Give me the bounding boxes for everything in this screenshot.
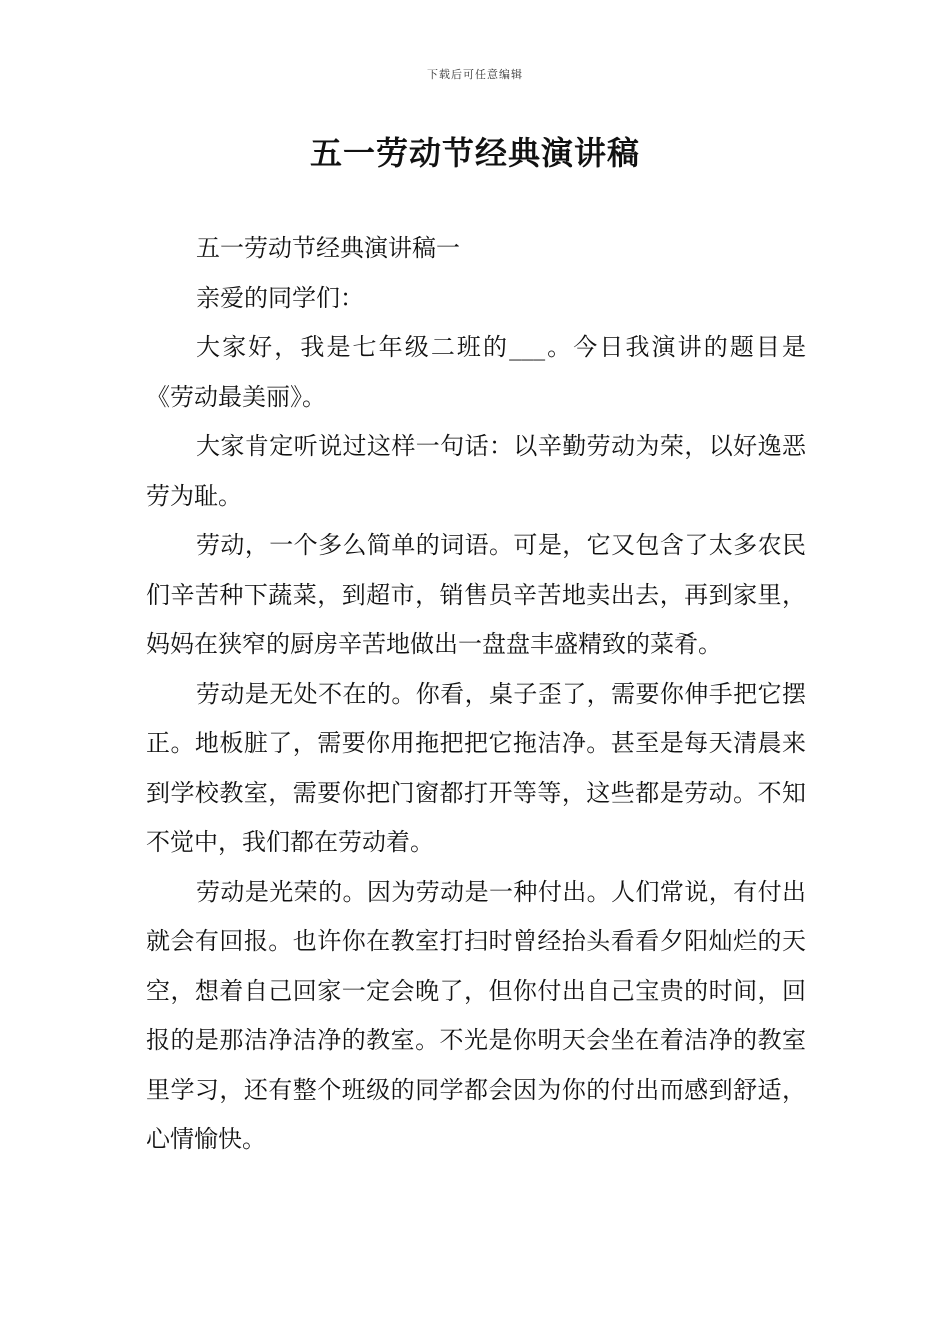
header-note: 下载后可任意编辑 xyxy=(427,68,523,81)
paragraph: 劳动是光荣的。因为劳动是一种付出。人们常说，有付出就会有回报。也许你在教室打扫时曾经抬头看看夕阳灿烂的天空，想着自己回家一定会晚了，但你付出自己宝贵的时间，回报的是那洁净洁净的教室。不光是你明天会坐在着洁净的教室里学习，还有整个班级的同学都会因为你的付出而感到舒适，心情愉快。 xyxy=(146,877,806,1153)
paragraph: 劳动是无处不在的。你看，桌子歪了，需要你伸手把它摆正。地板脏了，需要你用拖把把它拖洁净。甚至是每天清晨来到学校教室，需要你把门窗都打开等等，这些都是劳动。不知不觉中，我们都在劳动着。 xyxy=(146,679,806,856)
document-body xyxy=(146,224,806,1165)
paragraph: 大家肯定听说过这样一句话：以辛勤劳动为荣，以好逸恶劳为耻。 xyxy=(146,432,806,510)
paragraph: 大家好，我是七年级二班的___。今日我演讲的题目是《劳动最美丽》。 xyxy=(146,333,806,411)
paragraph-subtitle: 五一劳动节经典演讲稿一 xyxy=(196,234,460,262)
paragraph-greeting: 亲爱的同学们： xyxy=(196,283,364,312)
paragraph: 劳动，一个多么简单的词语。可是，它又包含了太多农民们辛苦种下蔬菜，到超市，销售员辛苦地卖出去，再到家里，妈妈在狭窄的厨房辛苦地做出一盘盘丰盛精致的菜肴。 xyxy=(146,531,806,658)
document-title: 五一劳动节经典演讲稿 xyxy=(309,134,640,172)
